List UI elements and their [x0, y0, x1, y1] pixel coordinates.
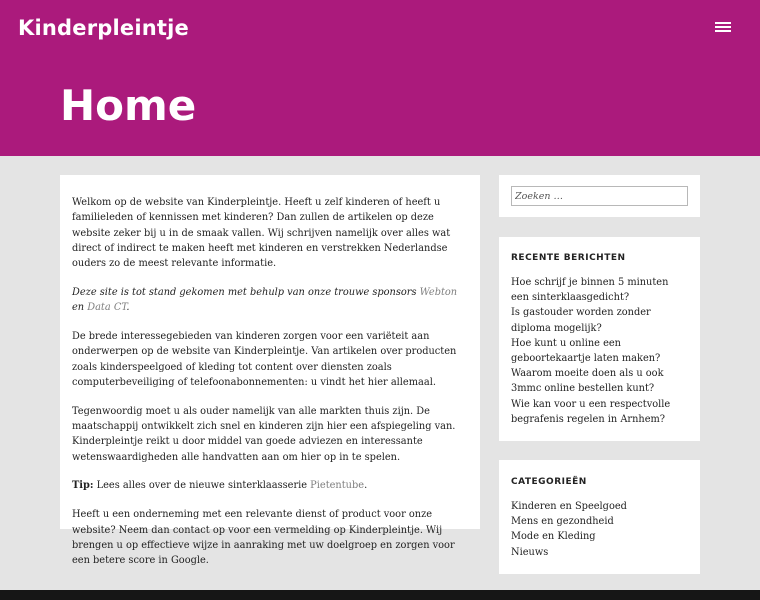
list-item: [511, 514, 688, 529]
search-widget: [499, 175, 700, 217]
list-item: [511, 529, 688, 544]
site-title[interactable]: Kinderpleintje: [18, 16, 189, 40]
intro-paragraph: Welkom op de website van Kinderpleintje. Heeft u zelf kinderen of heeft u familieleden of kennissen met kinderen? Dan zullen de artikelen op deze website zeker bij u in de smaak vallen. Wij schrijven namelijk over alles wat direct of indirect te maken heeft met kinderen en verstrekken Nederlandse ouders zo de meest relevante informatie.: [72, 197, 451, 270]
category-link[interactable]: Kinderen en Speelgoed: [511, 501, 627, 512]
search-input[interactable]: [511, 186, 688, 206]
list-item: [511, 336, 688, 366]
list-item: [511, 366, 688, 396]
sponsor-link-webton[interactable]: Webton: [419, 286, 458, 298]
tip-link-pietentube[interactable]: Pietentube: [310, 480, 365, 492]
tip-label: Tip:: [72, 480, 94, 492]
recent-post-link[interactable]: Hoe schrijf je binnen 5 minuten een sinterklaasgedicht?: [511, 277, 669, 304]
hamburger-menu-icon[interactable]: [715, 20, 733, 34]
business-paragraph: Heeft u een onderneming met een relevante dienst of product voor onze website? Neem dan contact op voor een vermelding op Kinderpleintje. Wij brengen u op effectieve wijze in aanraking met uw doelgroep en zorgen voor een betere score in Google.: [72, 509, 455, 567]
menu-bar: [715, 26, 731, 28]
page-title: Home: [60, 81, 197, 130]
list-item: [511, 499, 688, 514]
recent-post-link[interactable]: Is gastouder worden zonder diploma mogelijk?: [511, 307, 651, 334]
sponsor-text: Deze site is tot stand gekomen met behulp van onze trouwe sponsors: [72, 286, 420, 298]
recent-posts-title: RECENTE BERICHTEN: [511, 253, 626, 263]
category-link[interactable]: Nieuws: [511, 546, 549, 558]
tip-text: Lees alles over de nieuwe sinterklaasserie: [93, 480, 311, 492]
sponsor-text-mid: en: [72, 302, 88, 314]
main-content: [60, 175, 480, 567]
interests-paragraph: De brede interessegebieden van kinderen zorgen voor een variëteit aan onderwerpen op de website van Kinderpleintje. Van artikelen over producten zoals kinderspeelgoed of kleding tot content over diensten zoals computerbeveiliging of telefoonabonnementen: u vindt het hier allemaal.: [72, 331, 457, 388]
list-item: [511, 397, 688, 427]
list-item: [511, 545, 688, 560]
recent-posts-list: [511, 275, 688, 427]
site-header: [0, 0, 760, 156]
categories-list: [511, 499, 688, 560]
menu-bar: [715, 30, 731, 32]
category-link[interactable]: Mode en Kleding: [511, 531, 596, 543]
list-item: [511, 305, 688, 335]
category-link[interactable]: Mens en gezondheid: [511, 516, 614, 528]
tip-text-end: .: [364, 480, 368, 492]
sponsor-text-end: .: [126, 302, 130, 314]
footer-strip: [0, 590, 760, 600]
list-item: [511, 275, 688, 305]
recent-posts-widget: [499, 237, 700, 441]
recent-post-link[interactable]: Waarom moeite doen als u ook 3mmc online bestellen kunt?: [511, 368, 664, 395]
sponsor-link-datact[interactable]: Data CT: [87, 302, 127, 314]
recent-post-link[interactable]: Hoe kunt u online een geboortekaartje laten maken?: [511, 337, 661, 365]
menu-bar: [715, 22, 731, 24]
tip-paragraph: [72, 478, 468, 493]
recent-post-link[interactable]: Wie kan voor u een respectvolle begrafenis regelen in Arnhem?: [511, 398, 671, 425]
categories-title: CATEGORIEËN: [511, 477, 587, 487]
parents-paragraph: Tegenwoordig moet u als ouder namelijk van alle markten thuis zijn. De maatschappij ontwikkelt zich snel en kinderen zijn hier een afspiegeling van. Kinderpleintje reikt u door middel van goede adviezen en interessante wetenswaardigheden alle handvatten aan om hier op in te spelen.: [72, 405, 456, 463]
sponsor-paragraph: [72, 285, 468, 316]
categories-widget: [499, 460, 700, 574]
